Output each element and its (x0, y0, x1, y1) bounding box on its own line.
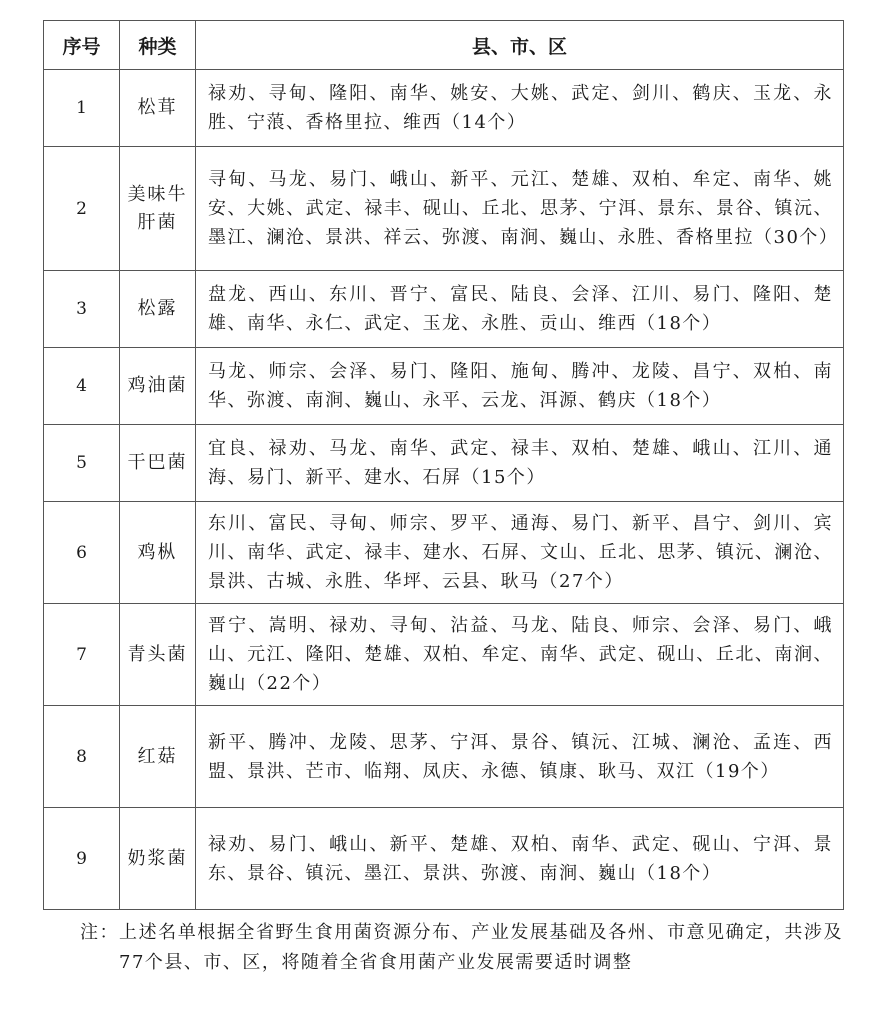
table-row (44, 271, 844, 348)
county-list: 盘龙、西山、东川、晋宁、富民、陆良、会泽、江川、易门、隆阳、楚雄、南华、永仁、武定、玉龙、永胜、贡山、维西（18个） (196, 271, 844, 348)
row-number: 7 (44, 604, 120, 706)
mushroom-type: 红菇 (120, 706, 196, 808)
header-serial-number: 序号 (44, 21, 120, 70)
row-number: 2 (44, 147, 120, 271)
table-header-row (44, 21, 844, 70)
table-row (44, 147, 844, 271)
county-list: 马龙、师宗、会泽、易门、隆阳、施甸、腾冲、龙陵、昌宁、双柏、南华、弥渡、南涧、巍山、永平、云龙、洱源、鹤庆（18个） (196, 348, 844, 425)
table-row (44, 70, 844, 147)
mushroom-type: 鸡枞 (120, 502, 196, 604)
row-number: 1 (44, 70, 120, 147)
county-list: 禄劝、易门、峨山、新平、楚雄、双柏、南华、武定、砚山、宁洱、景东、景谷、镇沅、墨江、景洪、弥渡、南涧、巍山（18个） (196, 808, 844, 910)
document (43, 20, 843, 978)
mushroom-type: 鸡油菌 (120, 348, 196, 425)
row-number: 8 (44, 706, 120, 808)
row-number: 3 (44, 271, 120, 348)
table-row (44, 502, 844, 604)
county-list: 新平、腾冲、龙陵、思茅、宁洱、景谷、镇沅、江城、澜沧、孟连、西盟、景洪、芒市、临翔、凤庆、永德、镇康、耿马、双江（19个） (196, 706, 844, 808)
mushroom-type: 美味牛肝菌 (120, 147, 196, 271)
row-number: 9 (44, 808, 120, 910)
county-list: 晋宁、嵩明、禄劝、寻甸、沾益、马龙、陆良、师宗、会泽、易门、峨山、元江、隆阳、楚雄、双柏、牟定、南华、武定、砚山、丘北、南涧、巍山（22个） (196, 604, 844, 706)
table-row (44, 348, 844, 425)
mushroom-type: 松露 (120, 271, 196, 348)
mushroom-type: 奶浆菌 (120, 808, 196, 910)
header-counties: 县、市、区 (196, 21, 844, 70)
county-list: 东川、富民、寻甸、师宗、罗平、通海、易门、新平、昌宁、剑川、宾川、南华、武定、禄丰、建水、石屏、文山、丘北、思茅、镇沅、澜沧、景洪、古城、永胜、华坪、云县、耿马（27个） (196, 502, 844, 604)
table-row (44, 706, 844, 808)
table-row (44, 808, 844, 910)
mushroom-type: 松茸 (120, 70, 196, 147)
row-number: 6 (44, 502, 120, 604)
header-mushroom-type: 种类 (120, 21, 196, 70)
table-row (44, 604, 844, 706)
footnote-text: 上述名单根据全省野生食用菌资源分布、产业发展基础及各州、市意见确定，共涉及77个县、市、区，将随着全省食用菌产业发展需要适时调整 (119, 922, 843, 973)
table-row (44, 425, 844, 502)
mushroom-county-table (43, 20, 844, 910)
footnote-label: 注： (80, 922, 119, 943)
footnote (43, 918, 843, 978)
row-number: 5 (44, 425, 120, 502)
mushroom-type: 青头菌 (120, 604, 196, 706)
county-list: 禄劝、寻甸、隆阳、南华、姚安、大姚、武定、剑川、鹤庆、玉龙、永胜、宁蒗、香格里拉、维西（14个） (196, 70, 844, 147)
county-list: 寻甸、马龙、易门、峨山、新平、元江、楚雄、双柏、牟定、南华、姚安、大姚、武定、禄丰、砚山、丘北、思茅、宁洱、景东、景谷、镇沅、墨江、澜沧、景洪、祥云、弥渡、南涧、巍山、永胜、香格里拉（30个） (196, 147, 844, 271)
mushroom-type: 干巴菌 (120, 425, 196, 502)
row-number: 4 (44, 348, 120, 425)
county-list: 宜良、禄劝、马龙、南华、武定、禄丰、双柏、楚雄、峨山、江川、通海、易门、新平、建水、石屏（15个） (196, 425, 844, 502)
